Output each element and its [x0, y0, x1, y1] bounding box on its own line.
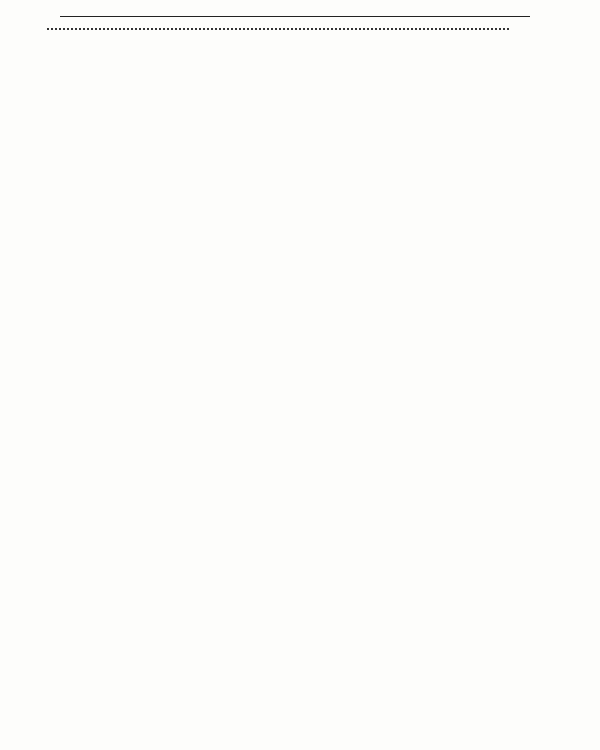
table-of-contents — [60, 14, 530, 34]
divider — [60, 16, 530, 17]
leader-dots — [47, 27, 509, 30]
chapter-heading — [44, 20, 530, 34]
